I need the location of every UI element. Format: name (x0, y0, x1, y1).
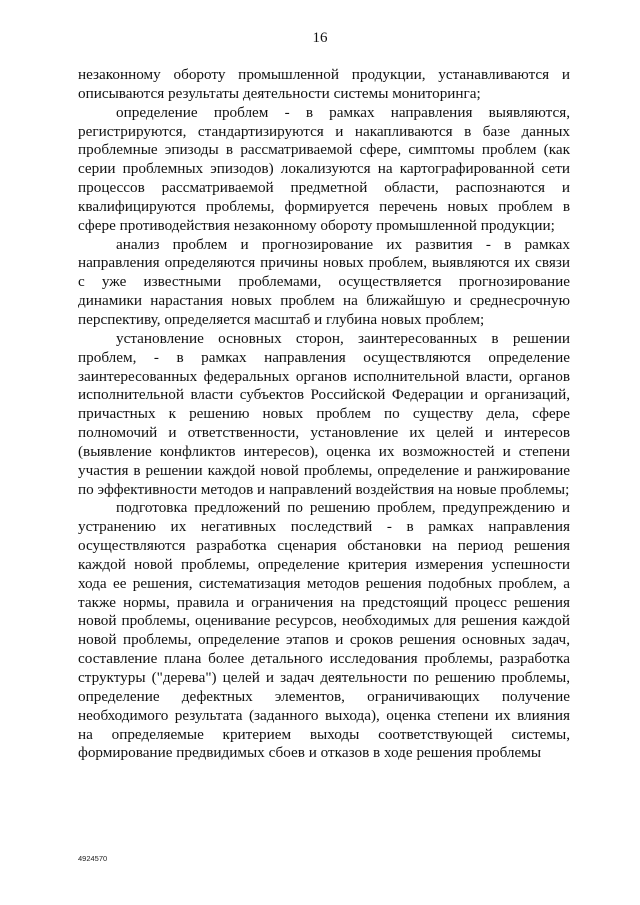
paragraph-stakeholders: установление основных сторон, заинтересованных в решении проблем, - в рамках направления осуществляются определение заинтересованных федеральных органов исполнительной власти, органов исполнительной власти субъектов Российской Федерации и организаций, причастных к решению новых проблем по существу дела, сфере полномочий и ответственности, установление их целей и интересов (выявление конфликтов интересов), оценка их возможностей и степени участия в решении каждой новой проблемы, определение и ранжирование по эффективности методов и направлений воздействия на новые проблемы; (78, 329, 570, 498)
paragraph-continuation: незаконному обороту промышленной продукции, устанавливаются и описываются результаты деятельности системы мониторинга; (78, 66, 570, 102)
paragraph-problem-definition: определение проблем - в рамках направления выявляются, регистрируются, стандартизируются и накапливаются в базе данных проблемные эпизоды в рассматриваемой сфере, симптомы проблем (как серии проблемных эпизодов) локализуются на картографированной сети процессов рассматриваемой предметной области, распознаются и квалифицируются проблемы, формируется перечень новых проблем в сфере противодействия незаконному обороту промышленной продукции; (78, 103, 570, 234)
paragraph-proposals: подготовка предложений по решению проблем, предупреждению и устранению их негативных последствий - в рамках направления осуществляются разработка сценария обстановки на период решения каждой новой проблемы, определение критерия измерения успешности хода ее решения, систематизация методов решения подобных проблем, а также нормы, правила и ограничения на предстоящий процесс решения новой проблемы, оценивание ресурсов, необходимых для решения каждой новой проблемы, определение этапов и сроков решения основных задач, составление плана более детального исследования проблемы, разработка структуры ("дерева") целей и задач деятельности по решению проблемы, определение дефектных элементов, ограничивающих получение необходимого результата (заданного выхода), оценка степени их влияния на определяемые критерием выходы соответствующей системы, формирование предвидимых сбоев и отказов в ходе решения проблемы (78, 499, 570, 762)
document-body (78, 66, 570, 763)
document-id: 4924570 (78, 854, 108, 863)
paragraph-problem-analysis: анализ проблем и прогнозирование их развития - в рамках направления определяются причины новых проблем, выявляются их связи с уже известными проблемами, осуществляется прогнозирование динамики нарастания новых проблем на ближайшую и среднесрочную перспективу, определяется масштаб и глубина новых проблем; (78, 235, 570, 328)
page-number: 16 (312, 30, 328, 46)
